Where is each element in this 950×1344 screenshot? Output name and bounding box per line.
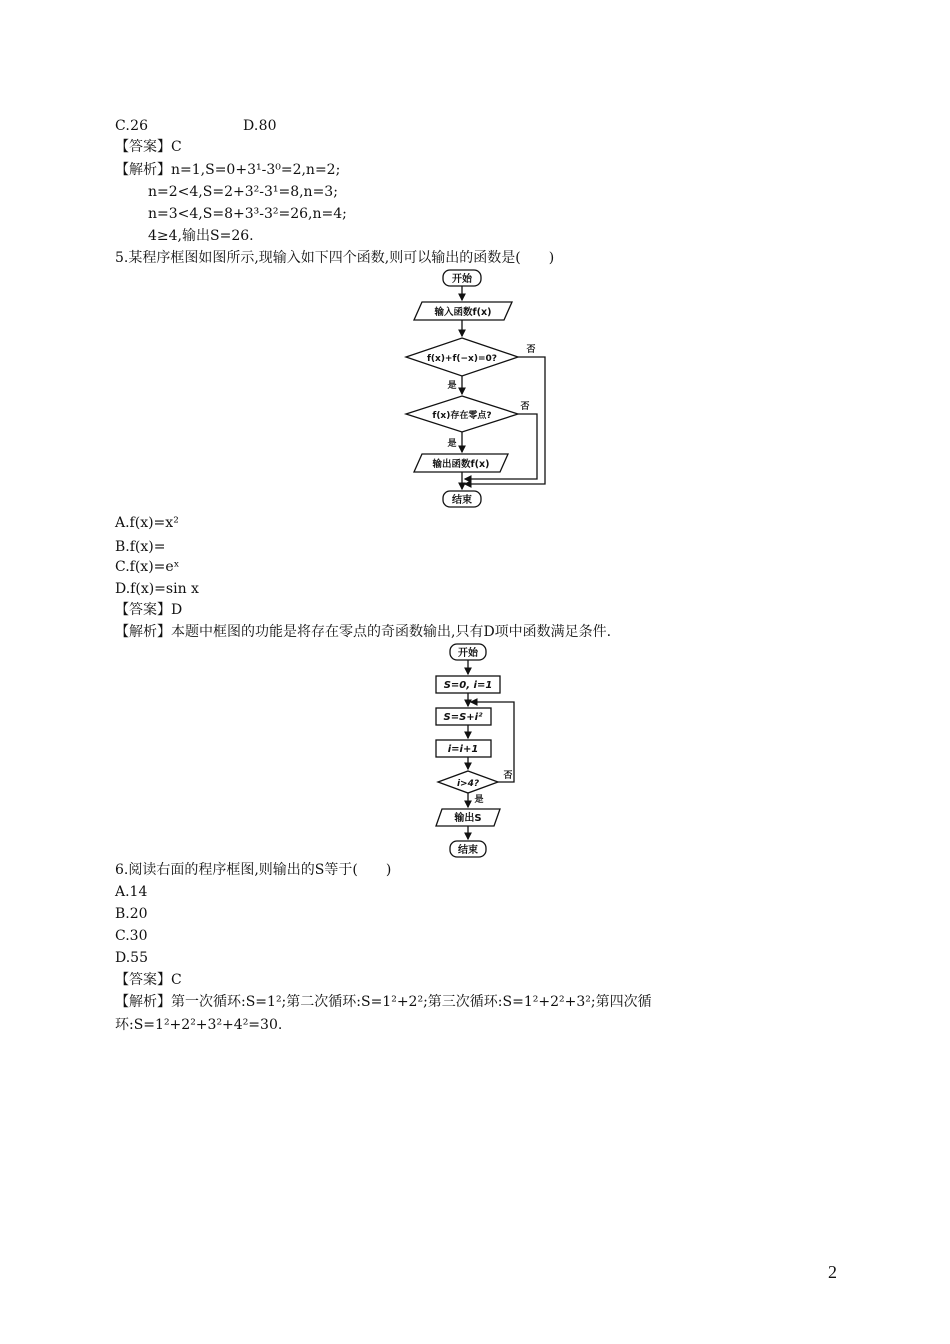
analysis-label: 【解析】 — [115, 162, 171, 178]
q5-stem: 5.某程序框图如图所示,现输入如下四个函数,则可以输出的函数是( ) — [115, 250, 555, 266]
q5-option-c: C.f(x)=eˣ — [115, 559, 180, 575]
flow-no-label-1: 否 — [526, 345, 536, 355]
q6-flowchart — [430, 640, 545, 860]
flow-no-label: 否 — [503, 771, 513, 781]
flow-init-label: S=0, i=1 — [443, 680, 493, 691]
q4-analysis-line-1 — [115, 161, 340, 179]
q6-stem: 6.阅读右面的程序框图,则输出的S等于( ) — [115, 862, 392, 878]
q6-option-d: D.55 — [115, 950, 148, 966]
q5-flowchart — [400, 266, 560, 512]
flow-no-label-2: 否 — [520, 402, 530, 412]
answer-label: 【答案】 — [115, 602, 171, 618]
q5-option-b: B.f(x)= — [115, 539, 166, 555]
q6-option-c: C.30 — [115, 928, 148, 944]
flow-yes-label-1: 是 — [447, 381, 457, 391]
q6-analysis-line-1 — [115, 993, 652, 1011]
q6-option-b: B.20 — [115, 906, 148, 922]
flow-step-sum-label: S=S+i² — [443, 712, 483, 723]
q5-option-a: A.f(x)=x² — [115, 515, 179, 531]
q6-analysis-line-2: 环:S=1²+2²+3²+4²=30. — [115, 1017, 283, 1033]
analysis-text: 第一次循环:S=1²;第二次循环:S=1²+2²;第三次循环:S=1²+2²+3²;第四次循 — [171, 994, 652, 1010]
analysis-text: 本题中框图的功能是将存在零点的奇函数输出,只有D项中函数满足条件. — [171, 624, 612, 640]
flow-step-inc-label: i=i+1 — [447, 744, 479, 755]
q4-analysis-line-3: n=3<4,S=8+3³-3²=26,n=4; — [148, 206, 347, 222]
flow-output-label: 输出S — [454, 813, 482, 824]
answer-value: C — [171, 972, 182, 988]
q4-answer — [115, 138, 182, 156]
analysis-text: n=1,S=0+3¹-3⁰=2,n=2; — [171, 162, 341, 178]
flow-output-label: 输出函数f(x) — [432, 459, 490, 470]
answer-label: 【答案】 — [115, 139, 171, 155]
q5-analysis — [115, 623, 611, 641]
q4-analysis-line-2: n=2<4,S=2+3²-3¹=8,n=3; — [148, 184, 338, 200]
flow-input-label: 输入函数f(x) — [434, 307, 492, 318]
q4-option-d: D.80 — [243, 118, 277, 134]
flow-yes-label-2: 是 — [447, 439, 457, 449]
page-number: 2 — [828, 1262, 837, 1282]
q6-option-a: A.14 — [115, 884, 148, 900]
q4-option-c: C.26 — [115, 118, 149, 134]
q5-option-d: D.f(x)=sin x — [115, 581, 199, 597]
answer-value: C — [171, 139, 182, 155]
flow-end-label: 结束 — [458, 845, 478, 856]
flow-start-label: 开始 — [452, 274, 472, 285]
flow-decision-zero-label: f(x)存在零点? — [432, 411, 492, 421]
answer-label: 【答案】 — [115, 972, 171, 988]
q5-answer — [115, 601, 182, 619]
flow-end-label: 结束 — [452, 495, 472, 506]
analysis-label: 【解析】 — [115, 994, 171, 1010]
q4-analysis-line-4: 4≥4,输出S=26. — [148, 228, 254, 244]
answer-value: D — [171, 602, 183, 618]
analysis-label: 【解析】 — [115, 624, 171, 640]
flow-yes-label: 是 — [474, 795, 484, 805]
flow-decision-label: i>4? — [456, 779, 480, 789]
q6-answer — [115, 971, 182, 989]
flow-decision-odd-label: f(x)+f(−x)=0? — [426, 354, 498, 364]
flow-start-label: 开始 — [458, 648, 478, 659]
